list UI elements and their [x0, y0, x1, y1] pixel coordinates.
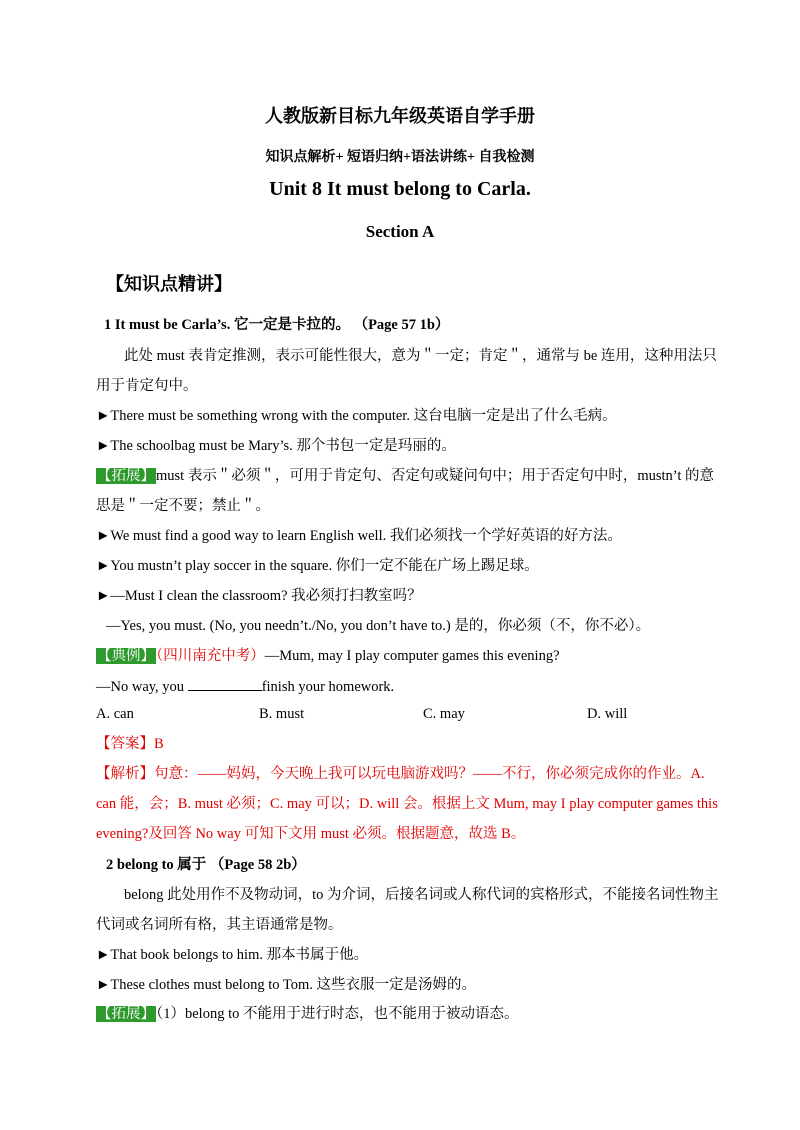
point-2-desc-line-2: 代词或名词所有格，其主语通常是物。	[96, 917, 343, 933]
question-line-2	[96, 676, 394, 697]
question-text: —Mum, may I play computer games this evening?	[264, 648, 560, 664]
answer-blank	[188, 676, 262, 691]
option-d: D. will	[587, 706, 628, 722]
analysis-line-1: 【解析】句意：——妈妈，今天晚上我可以玩电脑游戏吗？——不行，你必须完成你的作业。A.	[96, 766, 705, 782]
analysis-line-2: can 能，会；B. must 必须；C. may 可以；D. will 会。根据上文 Mum, may I play computer games this	[96, 796, 718, 812]
section-title: Section A	[365, 222, 435, 241]
option-b: B. must	[259, 706, 305, 722]
example-sentence: ►The schoolbag must be Mary’s. 那个书包一定是玛丽的。	[96, 438, 456, 454]
extension-text: must 表示＂必须＂，可用于肯定句、否定句或疑问句中；用于否定句中时，mustn’t 的意	[156, 468, 714, 484]
example-sentence: ►—Must I clean the classroom? 我必须打扫教室吗？	[96, 588, 422, 604]
point-2-title: 2 belong to 属于 （Page 58 2b）	[106, 857, 306, 873]
point-1-title: 1 It must be Carla’s. 它一定是卡拉的。 （Page 57 1b）	[104, 317, 450, 333]
example-sentence: ►We must find a good way to learn English well. 我们必须找一个学好英语的好方法。	[96, 528, 622, 544]
example-sentence: ►You mustn’t play soccer in the square. 你们一定不能在广场上踢足球。	[96, 558, 539, 574]
document-subtitle: 知识点解析+ 短语归纳+语法讲练+ 自我检测	[265, 150, 535, 165]
typical-example-line	[96, 646, 560, 666]
extension-text: （1）belong to 不能用于进行时态，也不能用于被动语态。	[156, 1006, 519, 1022]
extension-line-1	[96, 466, 714, 486]
typical-example-tag: 【典例】	[97, 648, 155, 664]
option-c: C. may	[423, 706, 465, 722]
question-text: —No way, you	[96, 679, 188, 695]
example-sentence: ►These clothes must belong to Tom. 这些衣服一定是汤姆的。	[96, 977, 476, 993]
exam-source: （四川南充中考）	[156, 648, 265, 664]
extension-line	[96, 1004, 519, 1024]
extension-tag: 【拓展】	[97, 1006, 155, 1022]
example-sentence: —Yes, you must. (No, you needn’t./No, you don’t have to.) 是的，你必须（不，你不必）。	[106, 618, 651, 634]
point-1-desc-line-1: 此处 must 表肯定推测，表示可能性很大，意为＂一定；肯定＂，通常与 be 连用，这种用法只	[124, 348, 717, 364]
extension-line-2: 思是＂一定不要；禁止＂。	[96, 498, 270, 514]
example-sentence: ►That book belongs to him. 那本书属于他。	[96, 947, 369, 963]
example-sentence: ►There must be something wrong with the computer. 这台电脑一定是出了什么毛病。	[96, 408, 617, 424]
knowledge-heading: 【知识点精讲】	[106, 274, 232, 294]
point-2-desc-line-1: belong 此处用作不及物动词，to 为介词，后接名词或人称代词的宾格形式，不能接名词性物主	[124, 887, 719, 903]
answer-line: 【答案】B	[96, 736, 164, 752]
question-text: finish your homework.	[261, 679, 395, 695]
document-title: 人教版新目标九年级英语自学手册	[265, 106, 535, 126]
extension-tag: 【拓展】	[97, 468, 155, 484]
unit-title: Unit 8 It must belong to Carla.	[269, 178, 531, 200]
option-a: A. can	[96, 706, 134, 722]
point-1-desc-line-2: 用于肯定句中。	[96, 378, 198, 394]
analysis-line-3: evening?及回答 No way 可知下文用 must 必须。根据题意，故选 B。	[96, 826, 526, 842]
